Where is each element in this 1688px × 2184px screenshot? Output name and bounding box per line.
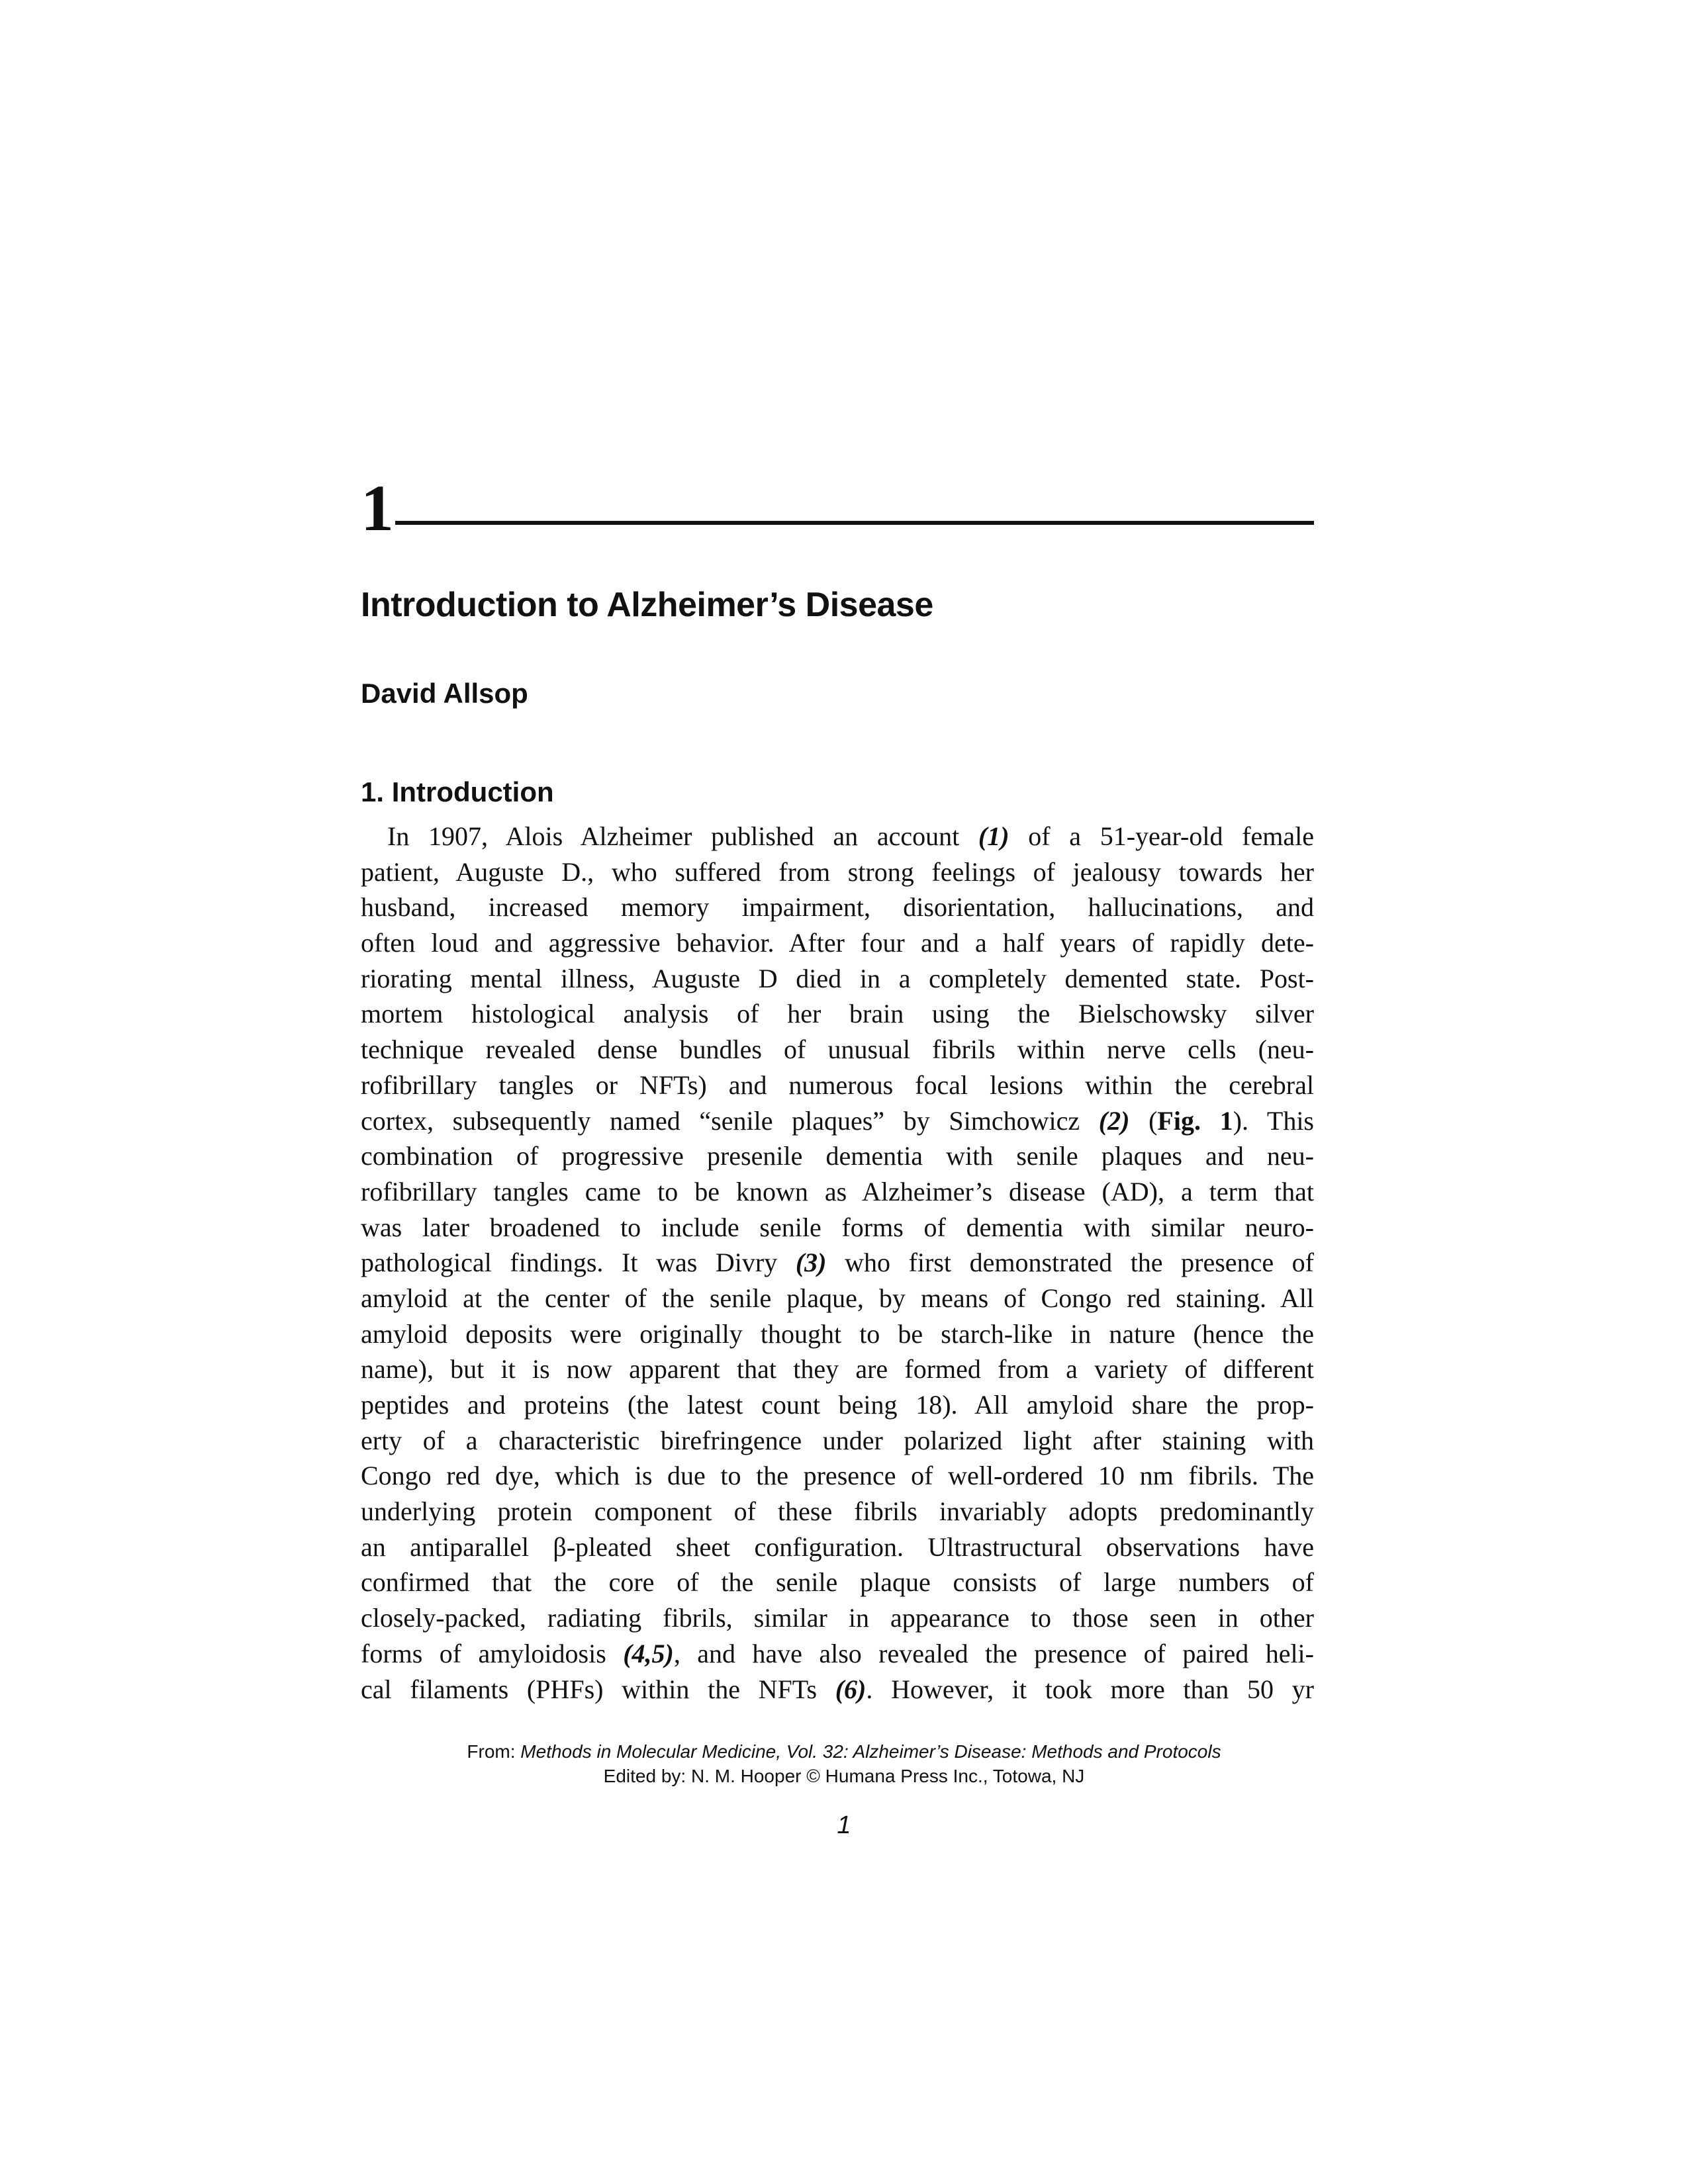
- text-run: closely-packed, radiating fibrils, similar in appearance to those seen in other: [361, 1603, 1314, 1633]
- text-run: mortem histological analysis of her brain using the Bielschowsky silver: [361, 999, 1314, 1029]
- text-run: an antiparallel β-pleated sheet configuration. Ultrastructural observations have: [361, 1531, 1314, 1562]
- text-line: [361, 1032, 1314, 1068]
- footer-source: Methods in Molecular Medicine, Vol. 32: Alzheimer’s Disease: Methods and Protocols: [520, 1741, 1221, 1762]
- text-line: [361, 961, 1314, 997]
- text-line: [361, 1138, 1314, 1174]
- footer-source-line: [0, 1743, 1688, 1761]
- text-run: (: [1129, 1105, 1158, 1136]
- text-run: In 1907, Alois Alzheimer published an account: [387, 821, 978, 851]
- text-line: [361, 1387, 1314, 1423]
- text-run: patient, Auguste D., who suffered from strong feelings of jealousy towards her: [361, 856, 1314, 887]
- text-line: [361, 1672, 1314, 1707]
- chapter-title: Introduction to Alzheimer’s Disease: [361, 586, 933, 624]
- text-run: underlying protein component of these fibrils invariably adopts predominantly: [361, 1496, 1314, 1527]
- text-run: confirmed that the core of the senile plaque consists of large numbers of: [361, 1567, 1314, 1598]
- text-line: [361, 1423, 1314, 1459]
- text-run: of a 51-year-old female: [1009, 821, 1314, 851]
- text-line: [361, 854, 1314, 890]
- text-line: [361, 1210, 1314, 1246]
- text-run: cal filaments (PHFs) within the NFTs: [361, 1674, 835, 1704]
- text-run: ). This: [1233, 1105, 1314, 1136]
- text-line: [361, 1174, 1314, 1210]
- text-line: [361, 1529, 1314, 1565]
- text-line: [361, 1103, 1314, 1139]
- text-run: riorating mental illness, Auguste D died in a completely demented state. Post-: [361, 963, 1314, 993]
- text-run: often loud and aggressive behavior. After four and a half years of rapidly dete-: [361, 928, 1314, 958]
- footer-edited-line: Edited by: N. M. Hooper © Humana Press Inc., Totowa, NJ: [603, 1766, 1085, 1786]
- citation: (4,5): [623, 1638, 674, 1668]
- footer-from-label: From:: [467, 1741, 521, 1762]
- text-run: erty of a characteristic birefringence under polarized light after staining with: [361, 1425, 1314, 1455]
- text-run: . However, it took more than 50 yr: [866, 1674, 1314, 1704]
- text-line: [361, 819, 1314, 854]
- text-line: [361, 889, 1314, 925]
- text-line: [361, 1281, 1314, 1316]
- text-line: [361, 1316, 1314, 1352]
- body-text: [361, 819, 1314, 1707]
- text-run: who first demonstrated the presence of: [826, 1248, 1314, 1278]
- text-run: amyloid deposits were originally thought to be starch-like in nature (hence the: [361, 1318, 1314, 1349]
- text-line: [361, 996, 1314, 1032]
- chapter-number: 1: [361, 471, 394, 545]
- citation: (3): [795, 1248, 827, 1278]
- text-run: husband, increased memory impairment, disorientation, hallucinations, and: [361, 892, 1314, 923]
- author-name: David Allsop: [361, 678, 528, 709]
- text-line: [361, 1494, 1314, 1529]
- text-line: [361, 1351, 1314, 1387]
- text-line: [361, 1565, 1314, 1600]
- text-line: [361, 1068, 1314, 1103]
- text-run: peptides and proteins (the latest count being 18). All amyloid share the prop-: [361, 1390, 1314, 1420]
- chapter-rule: [395, 521, 1314, 525]
- text-run: Congo red dye, which is due to the presence of well-ordered 10 nm fibrils. The: [361, 1461, 1314, 1491]
- text-run: forms of amyloidosis: [361, 1638, 624, 1668]
- text-line: [361, 1458, 1314, 1494]
- text-run: rofibrillary tangles or NFTs) and numerous focal lesions within the cerebral: [361, 1069, 1314, 1100]
- text-run: pathological findings. It was Divry: [361, 1248, 796, 1278]
- text-line: [361, 1245, 1314, 1281]
- citation: (6): [835, 1674, 867, 1704]
- text-run: rofibrillary tangles came to be known as Alzheimer’s disease (AD), a term that: [361, 1176, 1314, 1206]
- text-line: [361, 1636, 1314, 1672]
- citation: (2): [1098, 1105, 1130, 1136]
- text-line: [361, 1600, 1314, 1636]
- section-heading: 1. Introduction: [361, 776, 554, 807]
- text-run: name), but it is now apparent that they are formed from a variety of different: [361, 1354, 1314, 1385]
- text-run: combination of progressive presenile dementia with senile plaques and neu-: [361, 1141, 1314, 1171]
- text-run: technique revealed dense bundles of unusual fibrils within nerve cells (neu-: [361, 1034, 1314, 1065]
- text-run: cortex, subsequently named “senile plaques” by Simchowicz: [361, 1105, 1099, 1136]
- text-run: was later broadened to include senile forms of dementia with similar neuro-: [361, 1212, 1314, 1242]
- text-run: , and have also revealed the presence of paired heli-: [673, 1638, 1314, 1668]
- text-line: [361, 925, 1314, 961]
- citation: (1): [978, 821, 1009, 851]
- text-run: amyloid at the center of the senile plaque, by means of Congo red staining. All: [361, 1283, 1314, 1313]
- page-number: 1: [837, 1811, 851, 1839]
- figure-ref: Fig. 1: [1157, 1105, 1233, 1136]
